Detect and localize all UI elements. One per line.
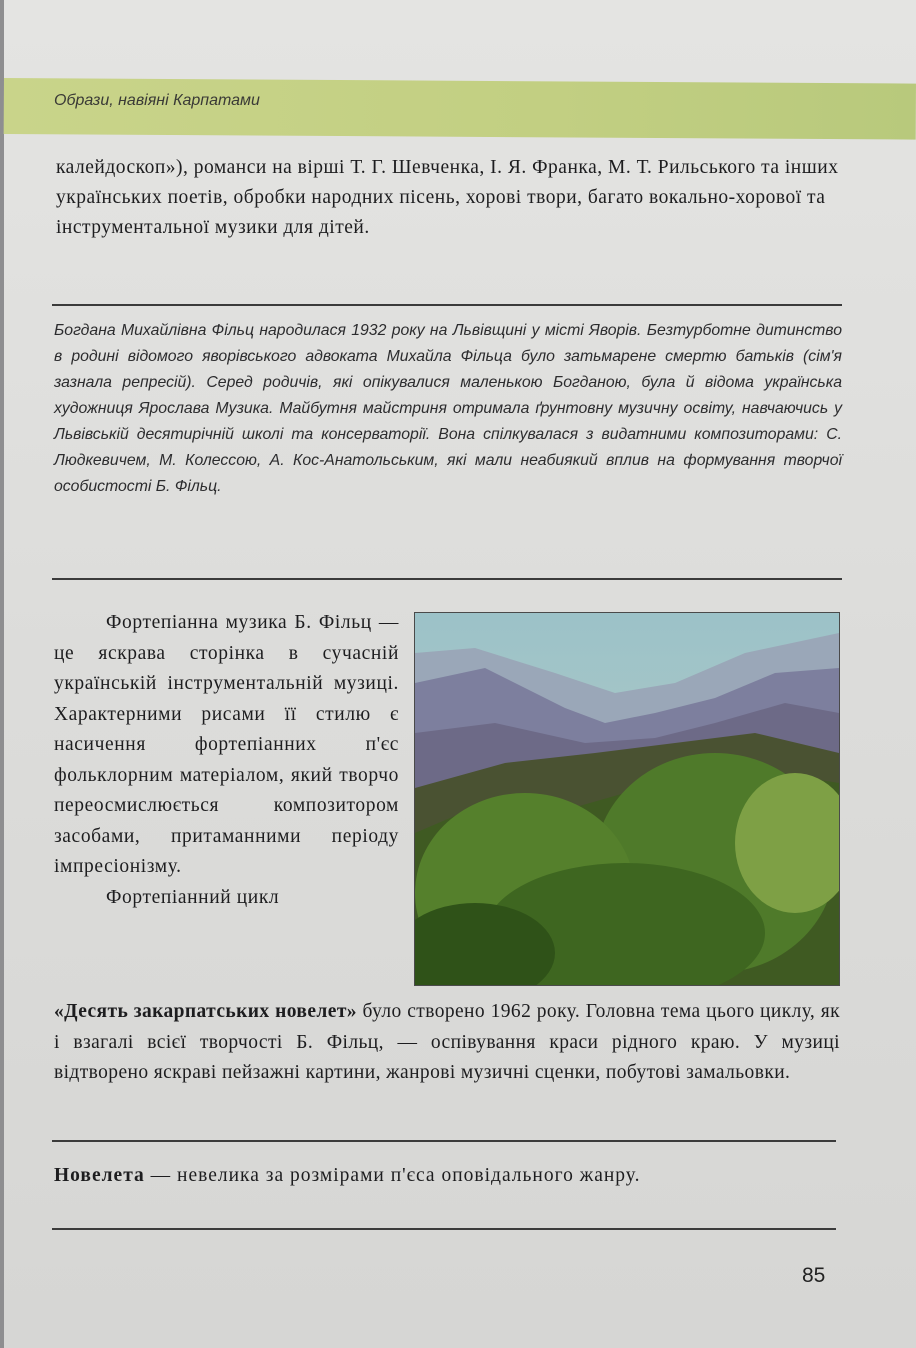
page-number: 85 [802,1264,826,1287]
definition-term: Новелета [54,1165,145,1186]
book-page [4,0,916,1348]
paragraph-2-continuation [54,997,840,1089]
cycle-title: «Десять закарпатських новелет» [54,1001,357,1022]
definition-divider-bottom [52,1228,836,1230]
column-paragraph-2-start: Фортепіанний цикл [106,886,280,908]
paragraph-2-rest: було створено 1962 року. Головна тема цього циклу, як і взагалі всієї творчості Б. Фільц, — оспівування краси рідного краю. У музиці відтворено яскраві пейзажні картини, жанрові музичні сценки, побутові замальовки. [54,1001,841,1083]
definition-box [54,1160,840,1192]
divider-bottom [52,578,842,580]
definition-text: — невелика за розмірами п'єса оповідального жанру. [150,1165,641,1186]
biography-box: Богдана Михайлівна Фільц народилася 1932 року на Львівщині у місті Яворів. Безтурботне дитинство в родині відомого яворівського адвоката Михайла Фільца було затьмарене смертю батьків (сім'я зазнала репресій). Серед родичів, які опікувалися маленькою Богданою, була й відома українська художниця Ярослава Музика. Майбутня майстриня отримала ґрунтовну музичну освіту, навчаючись у Львівській десятирічній школі та консерваторії. Вона спілкувалася з видатними композиторами: С. Людкевичем, М. Колессою, А. Кос-Анатольським, які мали неабиякий вплив на формування творчої особистості Б. Фільц. [54,322,842,495]
divider-top [52,304,842,306]
intro-paragraph: калейдоскоп»), романси на вірші Т. Г. Шевченка, І. Я. Франка, М. Т. Рильського та інших українських поетів, обробки народних пісень, хорові твори, багато вокально-хорової та інструментальної музики для дітей. [56,157,839,238]
text-column [54,608,399,913]
chapter-title: Образи, навіяні Карпатами [54,92,260,109]
column-paragraph-1: Фортепіанна музика Б. Фільц — це яскрава сторінка в сучасній українській інструментальній музиці. Характерними рисами її стилю є насичення фортепіанних п'єс фольклорним матеріалом, який творчо переосмислюється композитором засобами, притаманними періоду імпресіонізму. [54,612,399,877]
carpathian-mountains-photo [414,612,840,986]
definition-divider-top [52,1140,836,1142]
landscape-illustration [415,613,839,985]
